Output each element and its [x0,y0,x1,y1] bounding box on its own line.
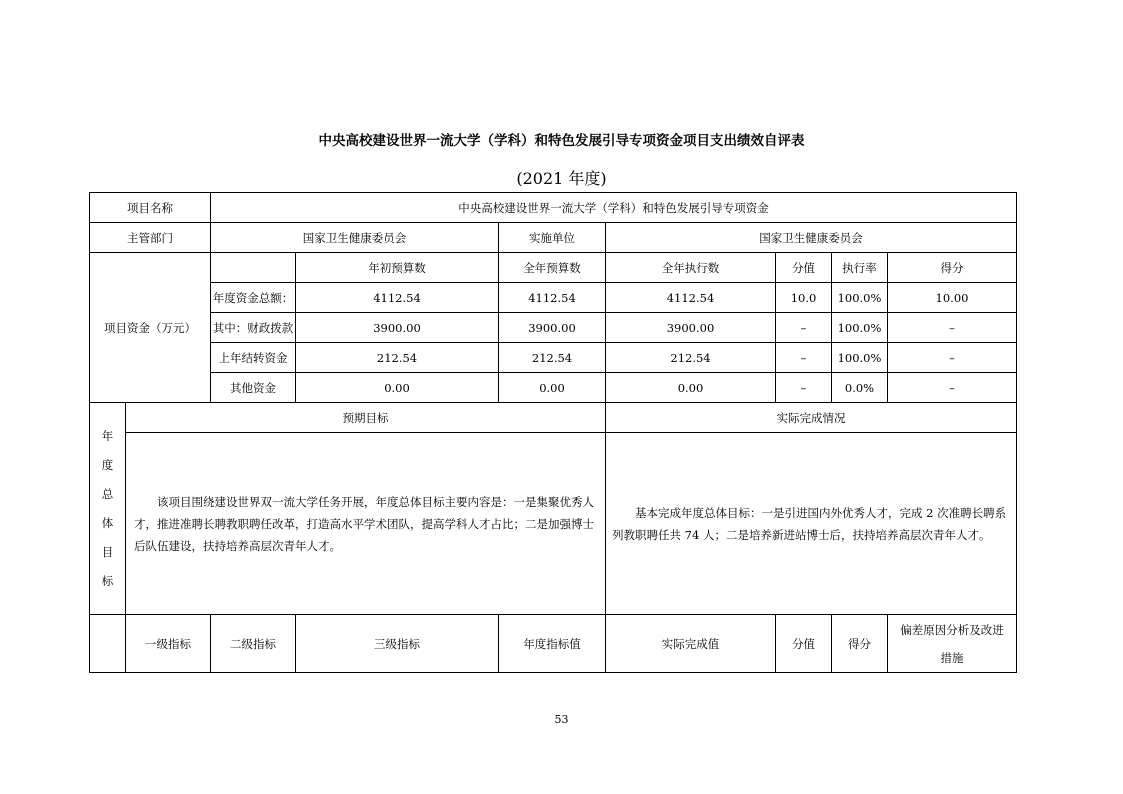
page-number: 53 [554,713,569,726]
indicator-header-row [90,615,1017,673]
project-name-value: 中央高校建设世界一流大学（学科）和特色发展引导专项资金 [211,193,1017,223]
indicator-side-blank [90,615,126,673]
funds-cell: 4112.54 [296,283,499,313]
funds-header-score: 得分 [888,253,1017,283]
impl-unit-label: 实施单位 [499,223,606,253]
funds-cell: 0.0% [832,373,888,403]
indicator-header-score: 得分 [832,615,888,673]
funds-cell: – [776,373,832,403]
funds-header-initial-budget: 年初预算数 [296,253,499,283]
funds-row-label: 其中：财政拨款 [211,313,296,343]
document-title: 中央高校建设世界一流大学（学科）和特色发展引导专项资金项目支出绩效自评表 [318,133,805,149]
indicator-header-deviation: 偏差原因分析及改进 措施 [888,615,1017,673]
indicator-header-level1: 一级指标 [126,615,211,673]
funds-cell: – [888,343,1017,373]
indicator-header-annual-target: 年度指标值 [499,615,606,673]
funds-cell: 3900.00 [606,313,776,343]
project-name-label: 项目名称 [90,193,211,223]
funds-row-label: 年度资金总额： [211,283,296,313]
funds-cell: 3900.00 [296,313,499,343]
funds-header-annual-budget: 全年预算数 [499,253,606,283]
funds-row-carryover [90,343,1017,373]
funds-cell: 10.00 [888,283,1017,313]
expected-goal-header: 预期目标 [126,403,606,433]
document-year: (2021 年度) [516,169,607,188]
indicator-header-level3: 三级指标 [296,615,499,673]
funds-row-fiscal [90,313,1017,343]
funds-row-label: 其他资金 [211,373,296,403]
funds-row-other [90,373,1017,403]
dept-label: 主管部门 [90,223,211,253]
funds-header-score-value: 分值 [776,253,832,283]
funds-cell: 0.00 [606,373,776,403]
actual-completion-header: 实际完成情况 [606,403,1017,433]
funds-cell: 3900.00 [499,313,606,343]
funds-cell: 4112.54 [606,283,776,313]
funds-cell: – [776,313,832,343]
indicator-header-score-value: 分值 [776,615,832,673]
funds-cell: 100.0% [832,313,888,343]
funds-cell: 100.0% [832,343,888,373]
funds-cell: – [776,343,832,373]
funds-row-total [90,283,1017,313]
actual-completion-text: 基本完成年度总体目标：一是引进国内外优秀人才，完成 2 次准聘长聘系列教职聘任共 74 人；二是培养新进站博士后，扶持培养高层次青年人才。 [606,433,1017,615]
funds-cell: 212.54 [606,343,776,373]
funds-cell: 0.00 [499,373,606,403]
indicator-header-actual-value: 实际完成值 [606,615,776,673]
funds-cell: – [888,373,1017,403]
funds-cell: 0.00 [296,373,499,403]
self-evaluation-table [89,192,1017,673]
funds-label: 项目资金（万元） [90,253,211,403]
indicator-header-level2: 二级指标 [211,615,296,673]
funds-cell: 100.0% [832,283,888,313]
funds-header-blank [211,253,296,283]
expected-goal-text: 该项目围绕建设世界双一流大学任务开展，年度总体目标主要内容是：一是集聚优秀人才，推进准聘长聘教职聘任改革，打造高水平学术团队，提高学科人才占比；二是加强博士后队伍建设，扶持培养高层次青年人才。 [126,433,606,615]
funds-header-executed: 全年执行数 [606,253,776,283]
impl-unit-value: 国家卫生健康委员会 [606,223,1017,253]
funds-cell: 4112.54 [499,283,606,313]
funds-cell: – [888,313,1017,343]
funds-cell: 212.54 [296,343,499,373]
dept-value: 国家卫生健康委员会 [211,223,499,253]
funds-row-label: 上年结转资金 [211,343,296,373]
funds-cell: 10.0 [776,283,832,313]
funds-cell: 212.54 [499,343,606,373]
annual-goal-side-label: 年 度 总 体 目 标 [90,403,126,615]
funds-header-exec-rate: 执行率 [832,253,888,283]
